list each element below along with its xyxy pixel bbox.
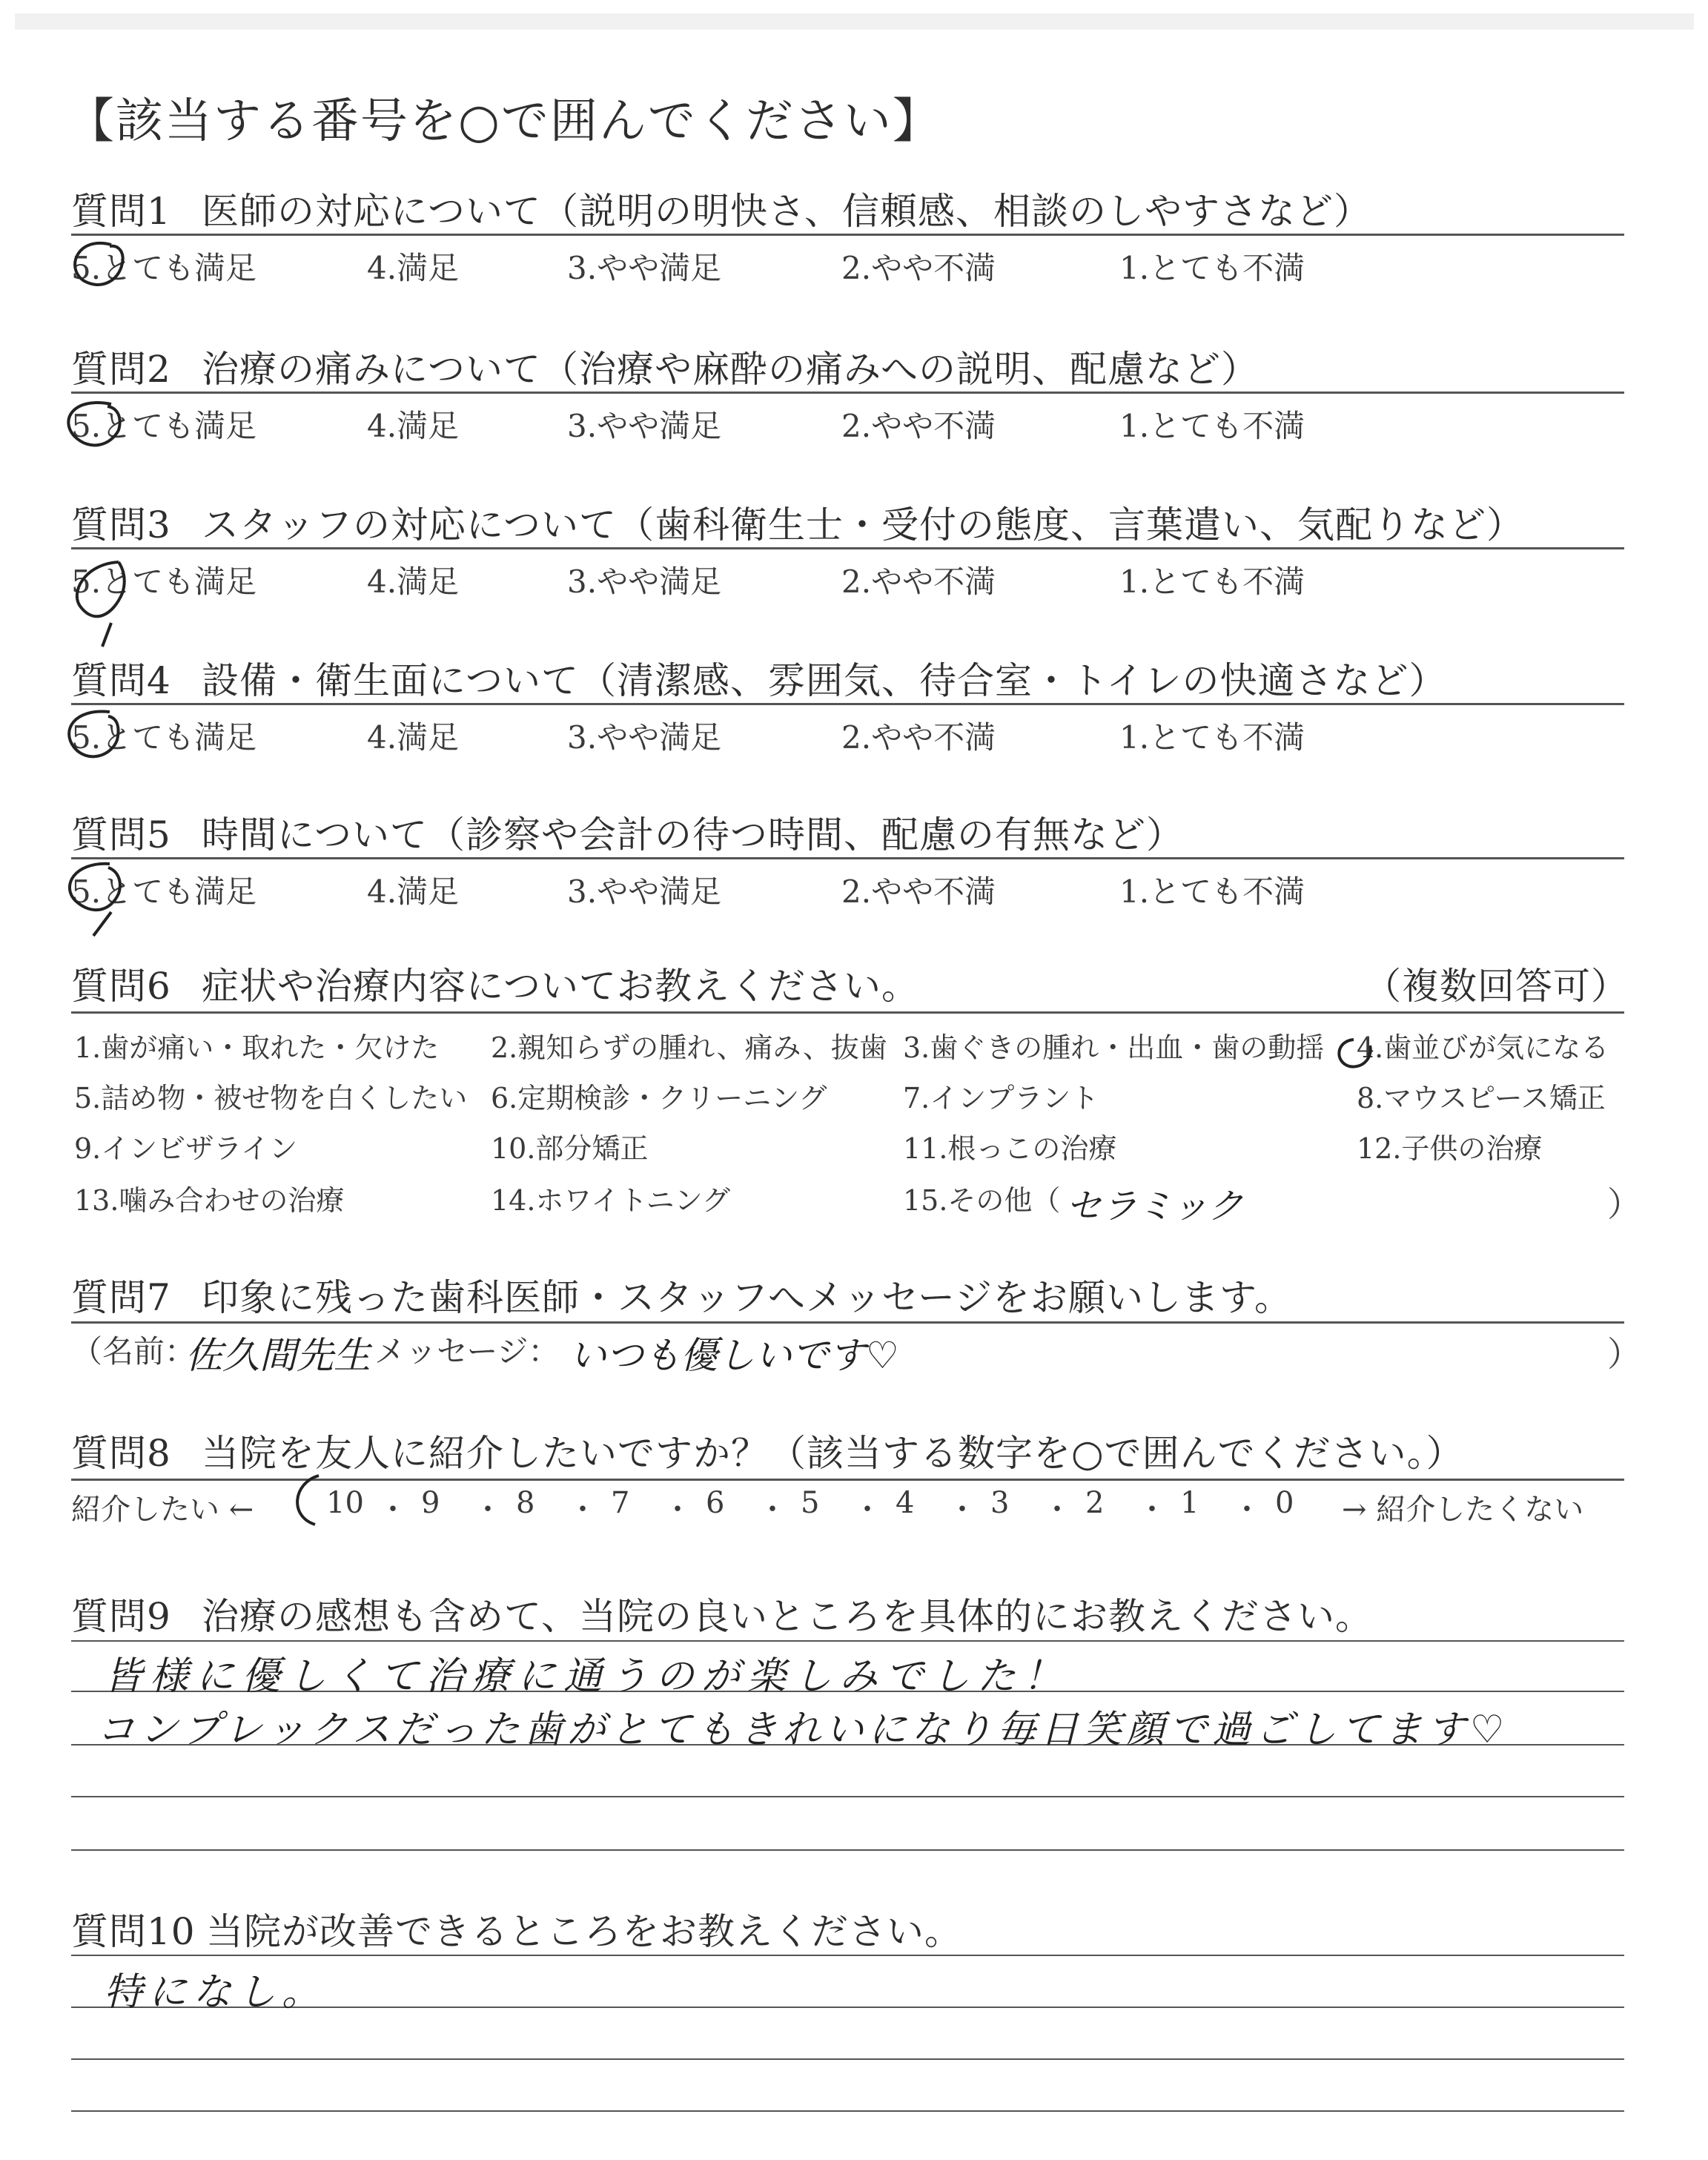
q3-option-3[interactable]: 3.やや満足 [567,564,722,600]
q6-other-answer: セラミック [1066,1186,1244,1227]
q1-option-4[interactable]: 4.満足 [367,250,460,286]
q3-option-5[interactable]: 5.とても満足 [71,564,257,600]
q6-label: 質問6 [71,965,171,1008]
q8-scale-separator: ・ [947,1493,977,1527]
q6-option-4[interactable]: 4.歯並びが気になる [1357,1031,1609,1064]
q5-option-2[interactable]: 2.やや不満 [841,873,996,910]
q9-line-5 [71,1849,1624,1851]
q8-left-label: 紹介したい ← [71,1493,254,1527]
q4-label: 質問4 [71,659,171,702]
q9-label: 質問9 [71,1595,171,1638]
q8-scale-separator: ・ [568,1493,598,1527]
q2-option-3[interactable]: 3.やや満足 [567,408,722,444]
q1-option-3[interactable]: 3.やや満足 [567,250,722,286]
q6-option-13[interactable]: 13.噛み合わせの治療 [74,1184,345,1217]
q3-text: スタッフの対応について（歯科衛生士・受付の態度、言葉遣い、気配りなど） [202,503,1524,546]
q4-rule [71,703,1624,705]
q8-scale-2[interactable]: 2 [1085,1486,1105,1520]
q8-scale-separator: ・ [663,1493,692,1527]
q8-scale-separator: ・ [1232,1493,1262,1527]
scan-top-edge [15,13,1694,30]
q2-option-5[interactable]: 5.とても満足 [71,408,257,444]
q6-option-2[interactable]: 2.親知らずの腫れ、痛み、抜歯 [491,1031,887,1064]
q3-option-1[interactable]: 1.とても不満 [1119,564,1305,600]
q7-label: 質問7 [71,1276,171,1319]
q2-option-4[interactable]: 4.満足 [367,408,460,444]
q7-name-label: （名前： [71,1333,196,1370]
q10-answer-1: 特になし。 [104,1970,327,2015]
q8-scale-separator: ・ [853,1493,882,1527]
q1-option-5[interactable]: 5.とても満足 [71,250,257,286]
q9-text: 治療の感想も含めて、当院の良いところを具体的にお教えください。 [202,1595,1373,1638]
q8-scale-5[interactable]: 5 [801,1486,820,1520]
q4-option-3[interactable]: 3.やや満足 [567,719,722,756]
q8-scale-1[interactable]: 1 [1180,1486,1199,1520]
q3-rule [71,547,1624,549]
q9-line-4 [71,1796,1624,1797]
q2-text: 治療の痛みについて（治療や麻酔の痛みへの説明、配慮など） [202,348,1259,391]
q9-answer-2: コンプレックスだった歯がとてもきれいになり毎日笑顔で過ごしてます♡ [96,1708,1509,1752]
q4-text: 設備・衛生面について（清潔感、雰囲気、待合室・トイレの快適さなど） [202,659,1447,702]
q3-label: 質問3 [71,503,171,546]
q7-message-answer: いつも優しいです♡ [569,1334,899,1377]
q2-option-1[interactable]: 1.とても不満 [1119,408,1305,444]
q2-rule [71,392,1624,394]
q1-option-2[interactable]: 2.やや不満 [841,250,996,286]
q8-scale-8[interactable]: 8 [516,1486,535,1520]
q6-option-14[interactable]: 14.ホワイトニング [491,1184,731,1217]
q10-line-4 [71,2110,1624,2112]
q10-line-3 [71,2058,1624,2060]
q5-option-3[interactable]: 3.やや満足 [567,873,722,910]
q8-circle-mark [297,1476,319,1525]
q8-scale-separator: ・ [1137,1493,1167,1527]
q9-answer-1: 皆様に優しくて治療に通うのが楽しみでした！ [104,1654,1070,1699]
q3-option-4[interactable]: 4.満足 [367,564,460,600]
q6-note: （複数回答可） [1364,965,1629,1008]
q8-label: 質問8 [71,1432,171,1475]
q1-option-1[interactable]: 1.とても不満 [1119,250,1305,286]
q6-option-15[interactable]: 15.その他（ [903,1184,1061,1217]
q6-option-8[interactable]: 8.マウスピース矯正 [1357,1082,1606,1114]
q6-option-6[interactable]: 6.定期検診・クリーニング [491,1082,827,1114]
q8-rule [71,1479,1624,1481]
q7-name-answer: 佐久間先生 [185,1334,371,1377]
q6-close-paren: ） [1607,1184,1641,1224]
q1-rule [71,234,1624,236]
q8-scale-separator: ・ [378,1493,408,1527]
page-heading: 【該当する番号を○で囲んでください】 [67,94,941,149]
q6-rule [71,1011,1624,1014]
q8-text: 当院を友人に紹介したいですか？（該当する数字を○で囲んでください。） [202,1432,1464,1475]
q4-option-5[interactable]: 5.とても満足 [71,719,257,756]
q5-option-1[interactable]: 1.とても不満 [1119,873,1305,910]
q10-label: 質問10 [71,1910,196,1953]
q9-line-1 [71,1640,1624,1642]
q5-option-5[interactable]: 5.とても満足 [71,873,257,910]
q8-scale-separator: ・ [758,1493,787,1527]
q10-text: 当院が改善できるところをお教えください。 [206,1910,962,1953]
q6-option-7[interactable]: 7.インプラント [903,1082,1099,1114]
q4-option-2[interactable]: 2.やや不満 [841,719,996,756]
q4-option-1[interactable]: 1.とても不満 [1119,719,1305,756]
q10-line-1 [71,1955,1624,1956]
q1-text: 医師の対応について（説明の明快さ、信頼感、相談のしやすさなど） [202,190,1371,233]
q5-option-4[interactable]: 4.満足 [367,873,460,910]
q8-scale-10[interactable]: 10 [326,1486,364,1520]
q7-close-paren: ） [1607,1334,1641,1374]
q6-option-10[interactable]: 10.部分矯正 [491,1132,649,1165]
q1-label: 質問1 [71,190,171,233]
q6-text: 症状や治療内容についてお教えください。 [202,965,919,1008]
q6-option-12[interactable]: 12.子供の治療 [1357,1132,1543,1165]
q7-message-label: メッセージ： [374,1333,560,1370]
q2-label: 質問2 [71,348,171,391]
q5-label: 質問5 [71,813,171,856]
q8-scale-separator: ・ [1042,1493,1072,1527]
q8-scale-separator: ・ [473,1493,503,1527]
q7-text: 印象に残った歯科医師・スタッフへメッセージをお願いします。 [202,1276,1292,1319]
q2-option-2[interactable]: 2.やや不満 [841,408,996,444]
q4-option-4[interactable]: 4.満足 [367,719,460,756]
q6-option-5[interactable]: 5.詰め物・被せ物を白くしたい [74,1082,468,1114]
q8-scale-7[interactable]: 7 [611,1486,630,1520]
q8-right-label: → 紹介したくない [1342,1493,1584,1527]
q6-option-11[interactable]: 11.根っこの治療 [903,1132,1117,1165]
q7-rule [71,1321,1624,1324]
q5-rule [71,857,1624,859]
q6-option-3[interactable]: 3.歯ぐきの腫れ・出血・歯の動揺 [903,1031,1325,1064]
q8-scale-9[interactable]: 9 [421,1486,440,1520]
q8-scale-0[interactable]: 0 [1275,1486,1294,1520]
q5-text: 時間について（診察や会計の待つ時間、配慮の有無など） [202,813,1184,856]
q8-scale-4[interactable]: 4 [896,1486,915,1520]
q8-scale-3[interactable]: 3 [990,1486,1010,1520]
q6-option-1[interactable]: 1.歯が痛い・取れた・欠けた [74,1031,440,1064]
q6-option-9[interactable]: 9.インビザライン [74,1132,298,1165]
q3-option-2[interactable]: 2.やや不満 [841,564,996,600]
q8-scale-6[interactable]: 6 [706,1486,725,1520]
